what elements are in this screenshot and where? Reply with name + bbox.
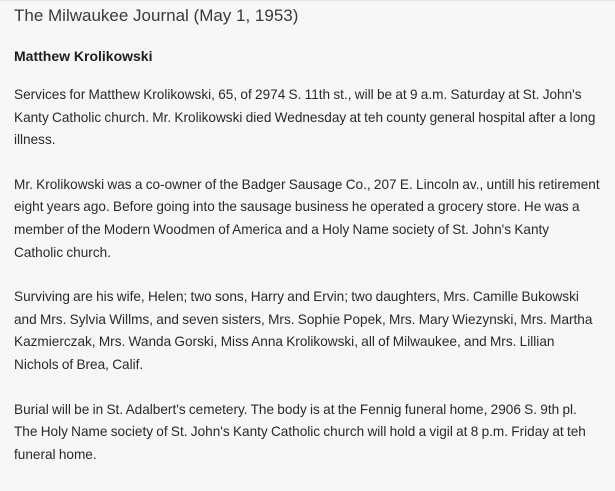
- deceased-name-heading: Matthew Krolikowski: [14, 48, 153, 64]
- paragraph-services: Services for Matthew Krolikowski, 65, of 2974 S. 11th st., will be at 9 a.m. Saturday at St. John's Kanty Catholic church. Mr. Krolikowski died Wednesday at teh county general hospital after a long illness.: [14, 87, 596, 148]
- paragraph-survivors: Surviving are his wife, Helen; two sons, Harry and Ervin; two daughters, Mrs. Camille Bukowski and Mrs. Sylvia Willms, and seven sisters, Mrs. Sophie Popek, Mrs. Mary Wiezynski, Mrs. Martha Kazmierczak, Mrs. Wanda Gorski, Miss Anna Krolikowski, all of Milwaukee, and Mrs. Lillian Nichols of Brea, Calif.: [14, 289, 593, 372]
- paragraph-burial: Burial will be in St. Adalbert's cemetery. The body is at the Fennig funeral home, 2906 S. 9th pl. The Holy Name society of St. John's Kanty Catholic church will hold a vigil at 8 p.m. Friday at teh funeral home.: [14, 401, 586, 462]
- article-source: The Milwaukee Journal (May 1, 1953): [14, 6, 299, 25]
- paragraph-career: Mr. Krolikowski was a co-owner of the Badger Sausage Co., 207 E. Lincoln av., untill his retirement eight years ago. Before going into the sausage business he operated a grocery store. He was a member of the Modern Woodmen of America and a Holy Name society of St. John's Kanty Catholic church.: [14, 176, 600, 260]
